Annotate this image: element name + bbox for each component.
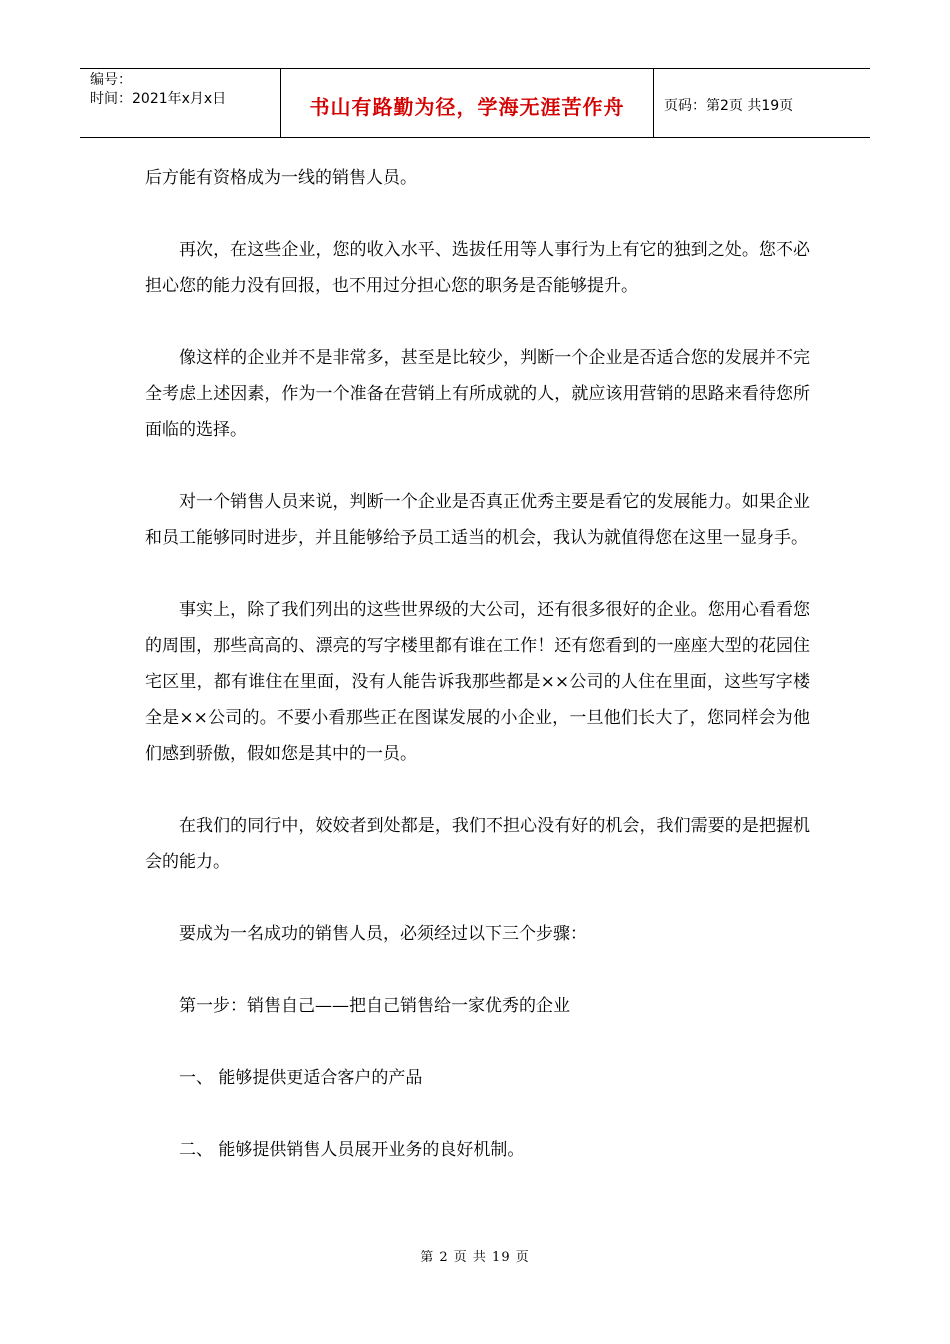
list-item (145, 1132, 810, 1168)
paragraph (145, 808, 810, 880)
paragraph (145, 592, 810, 772)
text-line: 后方能有资格成为一线的销售人员。 (145, 168, 417, 188)
document-date-label: 时间：2021年x月x日 (90, 91, 227, 107)
text-line: 营销的思路来看待您所面临的选择。 (145, 384, 811, 440)
header-motto: 书山有路勤为径，学海无涯苦作舟 (281, 69, 654, 137)
text-line: 的一座座大型的花园住宅区里，都有谁住在里面，没有人能告诉我那些都是×× (145, 636, 811, 692)
text-line: 一、 能够提供更适合客户的产品 (179, 1068, 423, 1088)
paragraph (145, 916, 810, 952)
text-line: 您在这里一显身手。 (655, 528, 808, 548)
text-line: 二、 能够提供销售人员展开业务的良好机制。 (179, 1140, 525, 1160)
document-number-label: 编号： (90, 72, 132, 88)
paragraph (145, 484, 810, 556)
text-line: 如果企业和员工能够同时进步，并且能够给予员工适当的机会，我认为就值得 (145, 492, 811, 548)
page-footer: 第 2 页 共 19 页 (420, 1250, 530, 1265)
text-line: 在我们的同行中，姣姣者到处都是，我们不担心没有好的机会，我们需要 (179, 816, 725, 836)
document-body (145, 160, 810, 1204)
text-line: 小企业，一旦他们长大了，您同样会为他们感到骄傲，假如您是其中的一员。 (145, 708, 810, 764)
step-heading (145, 988, 810, 1024)
text-line: 再次，在这些企业，您的收入水平、选拔任用等人事行为上有它的独到之 (179, 240, 725, 260)
text-line: 要成为一名成功的销售人员，必须经过以下三个步骤： (179, 924, 587, 944)
text-line: 对一个销售人员来说，判断一个企业是否真正优秀主要是看它的发展能力。 (179, 492, 742, 512)
text-line: 的是把握机会的能力。 (145, 816, 811, 872)
text-line: 处。您不必担心您的能力没有回报，也不用过分担心您的职务是否能够提升。 (145, 240, 811, 296)
text-line: 公司的人住在里面，这些写字楼全是××公司的。不要小看那些正在图谋发展的 (145, 672, 810, 728)
text-line: 用心看看您的周围，那些高高的、漂亮的写字楼里都有谁在工作！还有您看到 (145, 600, 811, 656)
header-page-info: 页码：第2页 共19页 (664, 98, 794, 114)
list-item (145, 1060, 810, 1096)
paragraph (145, 340, 810, 448)
text-line: 像这样的企业并不是非常多，甚至是比较少，判断一个企业是否适合您的 (179, 348, 725, 368)
paragraph (145, 160, 810, 196)
paragraph (145, 232, 810, 304)
document-header (80, 68, 870, 138)
text-line: 发展并不完全考虑上述因素，作为一个准备在营销上有所成就的人，就应该用 (145, 348, 811, 404)
text-line: 事实上，除了我们列出的这些世界级的大公司，还有很多很好的企业。您 (179, 600, 725, 620)
header-meta (80, 69, 281, 137)
text-line: 第一步：销售自己——把自己销售给一家优秀的企业 (179, 996, 570, 1016)
